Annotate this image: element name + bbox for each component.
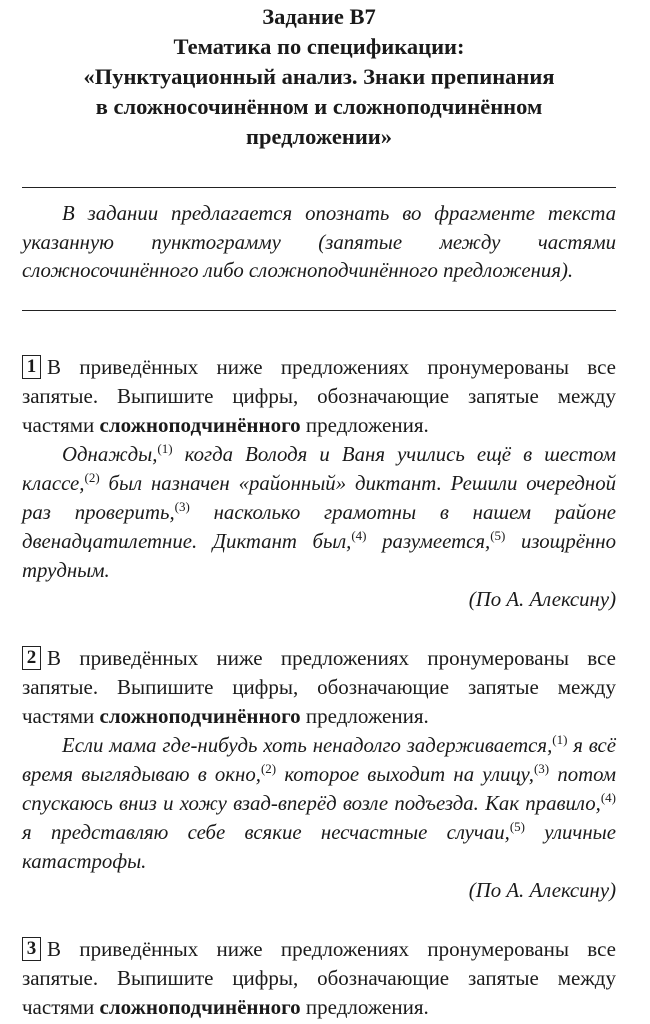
comma-number: (2)	[260, 761, 277, 776]
comma-number: (1)	[157, 441, 173, 456]
task-title	[22, 2, 616, 152]
title-line: предложении»	[245, 124, 392, 149]
task-text: Однажды,$^{(1)}$ когда Володя и Ваня учились ещё в шестом классе,$^{(2)}$ был назначен «районный» диктант. Решили очередной раз проверить,$^{(3)}$ насколько грамотны в нашем районе двенадцатилетние. Диктант был,$^{(4)}$ разумеется,$^{(5)}$ изощрённо трудным.	[22, 441, 616, 582]
title-line: «Пунктуационный анализ. Знаки препинания	[83, 64, 555, 89]
page	[22, 0, 616, 1022]
title-line: Тематика по спецификации:	[173, 34, 465, 59]
title-line: Задание В7	[262, 4, 376, 29]
source-citation: (По А. Алексину)	[468, 879, 616, 902]
task-number: 1	[22, 355, 41, 379]
task-question: 2 В приведённых ниже предложениях пронумерованы все запятые. Выпишите цифры, обозначающие запятые между частями сложноподчинённого предложения.	[22, 646, 616, 728]
intro-box	[22, 188, 616, 310]
intro-text: В задании предлагается опознать во фрагменте текста указанную пунктограмму (запятые между частями сложносочинённого либо сложноподчинённого предложения).	[22, 202, 616, 282]
comma-number: (3)	[533, 761, 550, 776]
title-line: в сложносочинённом и сложноподчинённом	[95, 94, 543, 119]
task-question: 1 В приведённых ниже предложениях пронумерованы все запятые. Выпишите цифры, обозначающие запятые между частями сложноподчинённого предложения.	[22, 355, 616, 437]
comma-number: (5)	[509, 819, 525, 834]
divider-bottom	[22, 310, 616, 311]
task-2	[22, 644, 616, 905]
comma-number: (4)	[600, 790, 616, 805]
task-3	[22, 935, 616, 1022]
comma-number: (2)	[84, 470, 100, 485]
task-text: Если мама где-нибудь хоть ненадолго задерживается,$^{(1)}$ я всё время выглядываю в окно,$^{(2)}$ которое выходит на улицу,$^{(3)}$ потом спускаюсь вниз и хожу взад-вперёд возле подъезда. Как правило,$^{(4)}$ я представляю себе всякие несчастные случаи,$^{(5)}$ уличные катастрофы.	[22, 732, 617, 873]
task-1	[22, 353, 616, 614]
comma-number: (5)	[490, 528, 506, 543]
comma-number: (3)	[174, 499, 190, 514]
task-number: 2	[22, 646, 41, 670]
task-question: 3 В приведённых ниже предложениях пронумерованы все запятые. Выпишите цифры, обозначающие запятые между частями сложноподчинённого предложения.	[22, 937, 616, 1019]
comma-number: (1)	[552, 732, 568, 747]
comma-number: (4)	[351, 528, 367, 543]
task-number: 3	[22, 937, 41, 961]
source-citation: (По А. Алексину)	[468, 588, 616, 611]
